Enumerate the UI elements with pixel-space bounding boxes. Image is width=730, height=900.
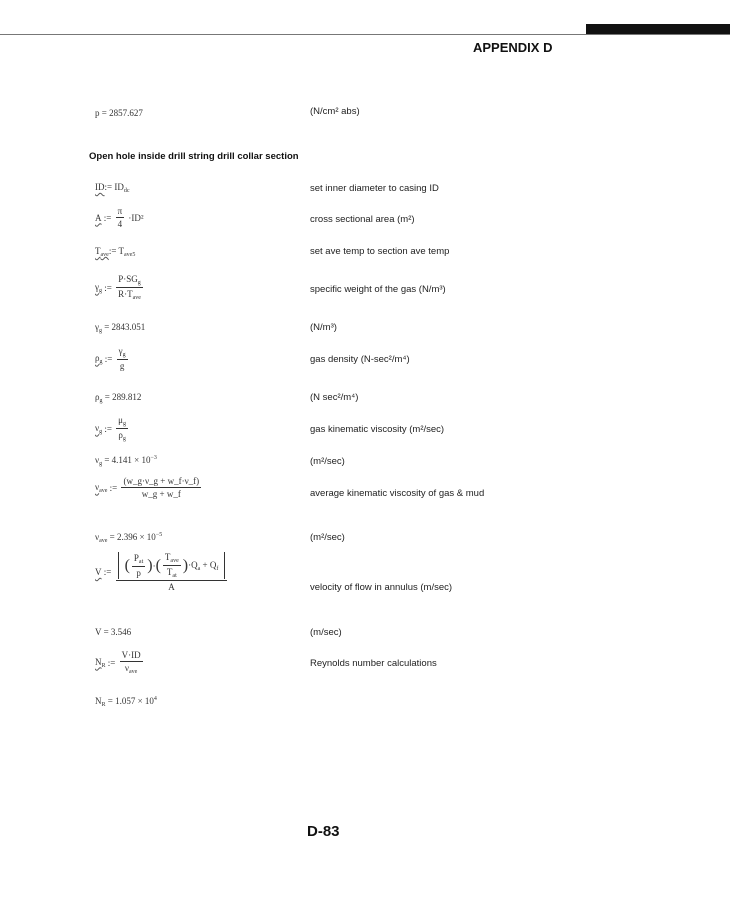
nu-fraction (116, 415, 128, 442)
gamma-result-sym: γ (95, 322, 99, 332)
reynolds-num: V·ID (121, 650, 141, 660)
tat-den (163, 566, 181, 579)
tave-num (163, 552, 181, 566)
id-desc: set inner diameter to casing ID (310, 183, 439, 194)
rho-num-sub: g (122, 352, 126, 358)
nu-lhs-sub: g (99, 428, 103, 435)
tave-main: T (164, 552, 171, 562)
velocity-assign: := (103, 567, 112, 577)
area-assign: := (103, 212, 112, 223)
gamma-result-val: = 2843.051 (101, 322, 146, 332)
rho-result-unit: (N sec²/m⁴) (310, 392, 359, 403)
reynolds-desc: Reynolds number calculations (310, 658, 437, 669)
nu-ave-result-sym: ν (95, 532, 100, 542)
area-expr: ·ID² (128, 212, 144, 223)
qa-sub: a (197, 565, 201, 572)
nu-desc: gas kinematic viscosity (m²/sec) (310, 424, 445, 435)
gamma-result (95, 322, 145, 334)
gamma-equation (95, 274, 145, 301)
nu-ave-fraction (121, 476, 201, 499)
nu-ave-num: (w_g·ν_g + w_f·ν_f) (123, 476, 200, 486)
gamma-lhs-main: γ (95, 281, 99, 292)
nu-ave-result-unit: (m²/sec) (310, 532, 345, 543)
nu-ave-result-sub: ave (99, 538, 108, 544)
nu-lhs-main: ν (95, 422, 100, 433)
rho-lhs (95, 353, 103, 365)
rho-desc: gas density (N-sec²/m⁴) (310, 354, 410, 365)
velocity-equation (95, 552, 229, 592)
tave-lhs-main: T (95, 246, 101, 256)
tave-over-tat (163, 552, 181, 579)
pat-over-p (132, 553, 145, 578)
tave-rhs: := T (108, 246, 124, 256)
pat-main: P (133, 553, 139, 563)
section-title: Open hole inside drill string drill collar section (89, 151, 299, 162)
area-equation (95, 206, 144, 229)
reynolds-result-exp: 4 (153, 696, 157, 702)
nu-result-sub: g (99, 461, 103, 467)
area-fraction (116, 206, 125, 229)
reynolds-lhs-main: N (95, 656, 102, 667)
nu-result-sym: ν (95, 455, 100, 465)
nu-den-sub: g (122, 436, 126, 442)
rho-result-sub: g (99, 398, 103, 404)
velocity-desc: velocity of flow in annulus (m/sec) (310, 582, 453, 593)
reynolds-den (120, 662, 143, 675)
reynolds-den-sub: ave (128, 669, 138, 675)
rho-lhs-main: ρ (95, 352, 100, 363)
nu-ave-result-val: = 2.396 × 10 (107, 532, 156, 542)
rho-num (117, 346, 128, 360)
id-lhs: ID (95, 182, 105, 192)
tave-rhs-sub: ave5 (124, 252, 136, 258)
velocity-lhs: V (95, 567, 102, 577)
reynolds-fraction (120, 650, 143, 675)
gamma-assign: := (104, 282, 112, 293)
rho-result-val: = 289.812 (102, 392, 142, 402)
gamma-num-sub: g (137, 280, 141, 286)
qf-main: + Q (200, 559, 217, 570)
gamma-result-unit: (N/m³) (310, 322, 337, 333)
velocity-num (116, 552, 228, 581)
rho-result-sym: ρ (95, 392, 100, 402)
nu-ave-lhs-sub: ave (99, 487, 108, 494)
nu-ave-result-exp: −5 (155, 532, 163, 538)
nu-ave-den: w_g + w_f (141, 489, 181, 499)
nu-num (116, 415, 128, 429)
reynolds-lhs (95, 657, 106, 669)
nu-den (116, 429, 128, 442)
tave-lhs-sub: ave (100, 252, 109, 258)
reynolds-result-val: = 1.057 × 10 (105, 696, 154, 706)
pressure-result: p = 2857.627 (95, 108, 143, 118)
rho-assign: := (104, 353, 113, 364)
gamma-result-sub: g (98, 328, 102, 334)
rho-result (95, 392, 141, 404)
tave-desc: set ave temp to section ave temp (310, 246, 450, 257)
velocity-fraction (116, 552, 228, 592)
tat-main: T (166, 567, 173, 577)
tat-sub: at (172, 573, 177, 579)
gamma-lhs-sub: g (98, 287, 102, 294)
area-desc: cross sectional area (m²) (310, 214, 415, 225)
page-number: D-83 (307, 823, 340, 840)
qf-sub: f (216, 565, 219, 572)
tave-sub: ave (170, 558, 179, 564)
nu-ave-result (95, 532, 162, 544)
id-rhs-sub: dc (123, 188, 130, 194)
gamma-den-main: R·T (118, 289, 133, 299)
reynolds-result (95, 696, 157, 708)
nu-ave-assign: := (109, 482, 118, 493)
rho-num-main: γ (118, 346, 123, 356)
nu-lhs (95, 423, 102, 435)
gamma-lhs (95, 282, 102, 294)
reynolds-assign: := (107, 657, 116, 668)
reynolds-equation (95, 650, 145, 675)
nu-num-sub: g (122, 421, 126, 427)
gamma-num-main: P·SG (118, 274, 138, 284)
reynolds-den-main: ν (124, 663, 129, 673)
velocity-result-unit: (m/sec) (310, 627, 342, 638)
gamma-den-sub: ave (132, 295, 141, 301)
rho-lhs-sub: g (99, 358, 103, 365)
nu-result-val: = 4.141 × 10 (102, 455, 151, 465)
appendix-title: APPENDIX D (473, 40, 553, 55)
nu-result (95, 455, 157, 467)
nu-result-unit: (m²/sec) (310, 456, 345, 467)
velocity-den: A (168, 582, 175, 592)
nu-ave-equation (95, 476, 203, 499)
nu-ave-lhs (95, 482, 107, 494)
area-lhs: A (95, 212, 102, 223)
rho-den: g (119, 361, 125, 371)
reynolds-lhs-sub: R (101, 662, 106, 669)
nu-num-main: μ (118, 415, 123, 425)
tave-equation (95, 246, 135, 258)
gamma-fraction (116, 274, 143, 301)
rho-fraction (117, 346, 128, 371)
reynolds-result-sym: N (95, 696, 102, 706)
pressure-unit: (N/cm² abs) (310, 106, 360, 117)
nu-ave-desc: average kinematic viscosity of gas & mud (310, 488, 485, 499)
gamma-num (116, 274, 143, 288)
nu-ave-lhs-main: ν (95, 481, 100, 492)
rho-equation (95, 346, 130, 371)
nu-assign: := (104, 423, 112, 434)
gamma-desc: specific weight of the gas (N/m³) (310, 284, 446, 295)
nu-den-main: ρ (118, 430, 123, 440)
reynolds-result-sub: R (101, 702, 106, 708)
qa-term (188, 560, 218, 572)
area-num: π (117, 206, 123, 216)
gamma-den (116, 288, 143, 301)
area-den: 4 (117, 219, 123, 229)
nu-result-exp: −3 (150, 455, 157, 461)
velocity-brackets: ( $\frac{P_{at}}{p}$ )·( $\frac{T_{ave}}{T_{at}}$ )$\cdot Q_a + Q_f$ (118, 552, 226, 579)
p-den: p (136, 568, 141, 578)
velocity-result: V = 3.546 (95, 627, 132, 637)
qa-main: ·Q (188, 559, 198, 570)
tave-lhs (95, 246, 109, 256)
id-equation (95, 182, 130, 194)
header-rule (0, 34, 730, 35)
pat-num (132, 553, 145, 567)
id-rhs: := ID (104, 182, 124, 192)
nu-equation (95, 415, 130, 442)
pat-sub: at (138, 559, 144, 565)
